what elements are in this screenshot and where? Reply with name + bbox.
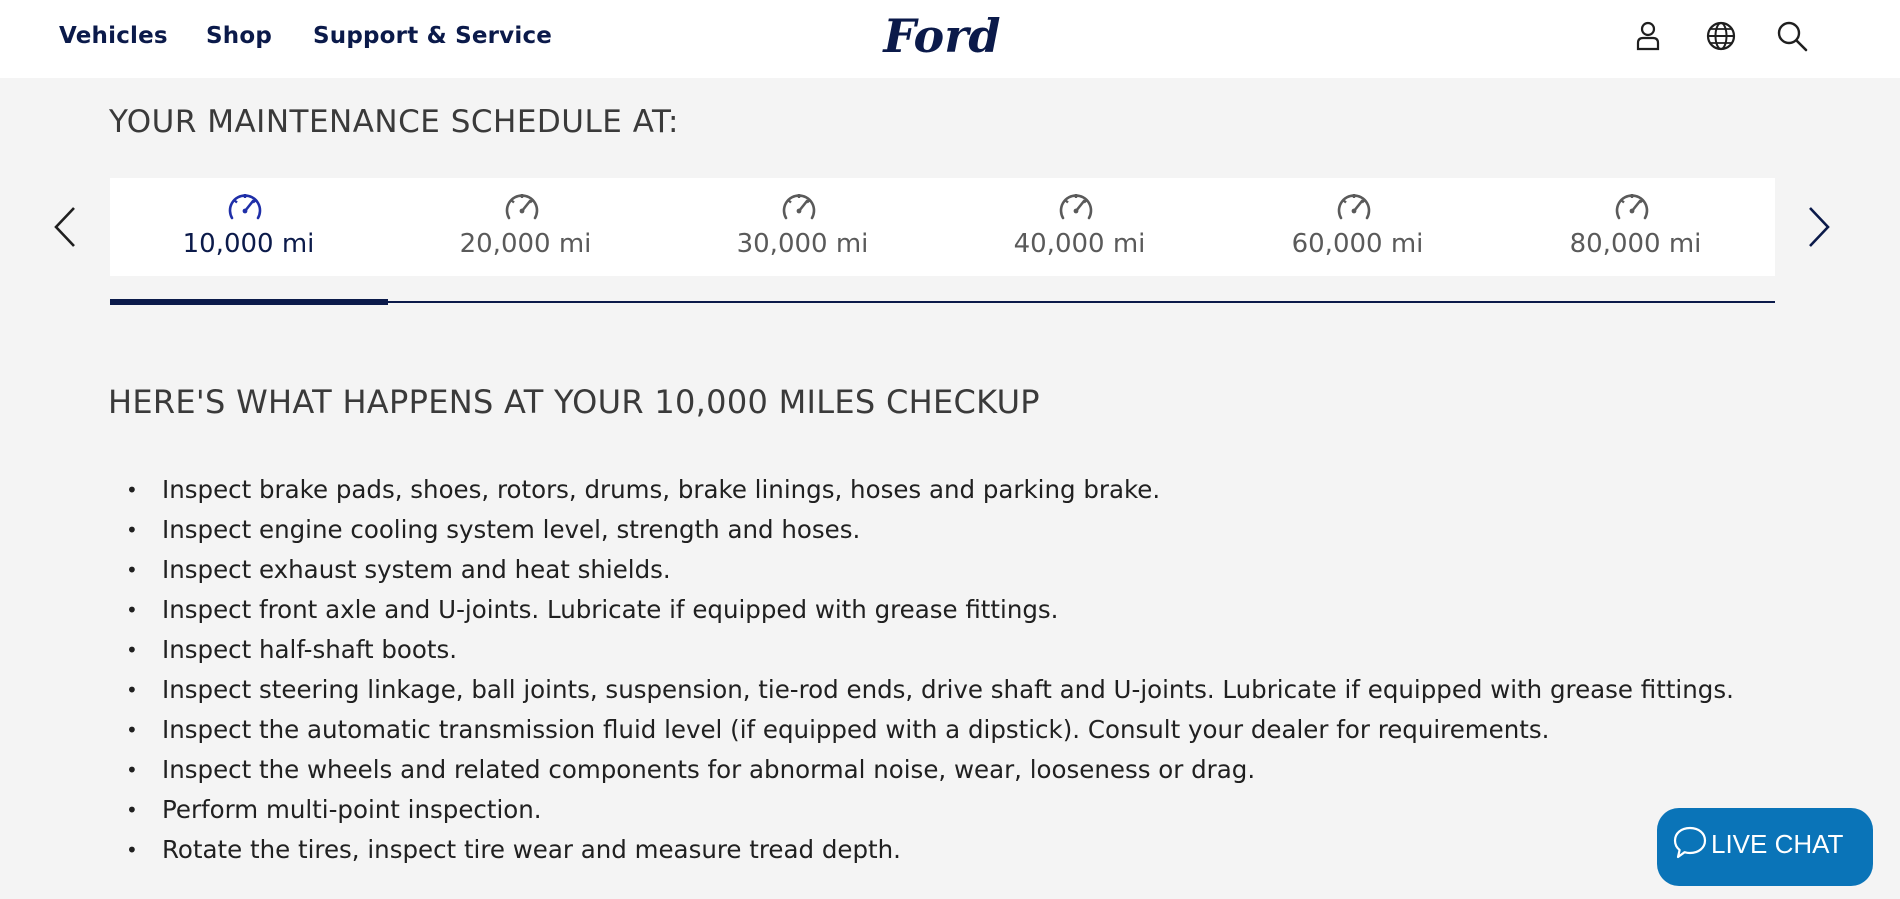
list-item <box>124 630 1764 670</box>
speedometer-icon <box>1335 188 1373 224</box>
user-icon[interactable] <box>1630 18 1666 54</box>
live-chat-button[interactable] <box>1657 808 1873 886</box>
list-item <box>124 790 1764 830</box>
chevron-left-icon <box>56 208 74 246</box>
live-chat-label: LIVE CHAT <box>1711 829 1844 859</box>
tab-label: 20,000 mi <box>459 229 592 259</box>
tab-30000-mi[interactable] <box>664 178 941 276</box>
chevron-right-icon <box>1810 208 1828 246</box>
task-text: Rotate the tires, inspect tire wear and measure tread depth. <box>162 835 901 864</box>
tab-20000-mi[interactable] <box>387 178 664 276</box>
speedometer-icon <box>780 188 818 224</box>
bullet: • <box>126 518 138 542</box>
bullet: • <box>126 798 138 822</box>
tab-10000-mi[interactable] <box>110 178 387 276</box>
carousel-next-button[interactable] <box>1800 204 1836 250</box>
tab-40000-mi[interactable] <box>941 178 1218 276</box>
speedometer-icon <box>503 188 541 224</box>
site-header <box>0 0 1900 78</box>
task-text: Perform multi-point inspection. <box>162 795 542 824</box>
search-icon[interactable] <box>1774 18 1810 54</box>
bullet: • <box>126 478 138 502</box>
bullet: • <box>126 558 138 582</box>
bullet: • <box>126 758 138 782</box>
speedometer-icon <box>1057 188 1095 224</box>
task-text: Inspect half-shaft boots. <box>162 635 458 664</box>
tab-label: 40,000 mi <box>1013 229 1146 259</box>
task-text: Inspect brake pads, shoes, rotors, drums, brake linings, hoses and parking brake. <box>162 475 1161 504</box>
list-item <box>124 670 1764 710</box>
list-item <box>124 710 1764 750</box>
chat-bubble-icon <box>1672 824 1708 860</box>
tab-60000-mi[interactable] <box>1219 178 1496 276</box>
tab-label: 60,000 mi <box>1291 229 1424 259</box>
task-text: Inspect the wheels and related components for abnormal noise, wear, looseness or drag. <box>162 755 1256 784</box>
list-item <box>124 550 1764 590</box>
globe-icon[interactable] <box>1703 18 1739 54</box>
speedometer-icon <box>1613 188 1651 224</box>
mileage-tabs <box>110 178 1775 276</box>
carousel-active-indicator <box>110 299 388 305</box>
checkup-title: HERE'S WHAT HAPPENS AT YOUR 10,000 MILES CHECKUP <box>108 383 1040 421</box>
nav-shop[interactable]: Shop <box>206 23 273 49</box>
tab-80000-mi[interactable] <box>1497 178 1774 276</box>
bullet: • <box>126 718 138 742</box>
tab-label: 30,000 mi <box>736 229 869 259</box>
speedometer-icon <box>226 188 264 224</box>
tab-label: 80,000 mi <box>1569 229 1702 259</box>
list-item <box>124 750 1764 790</box>
task-text: Inspect engine cooling system level, strength and hoses. <box>162 515 861 544</box>
bullet: • <box>126 638 138 662</box>
ford-logo[interactable] <box>875 8 1009 66</box>
list-item <box>124 590 1764 630</box>
list-item <box>124 830 1764 870</box>
bullet: • <box>126 598 138 622</box>
ford-logo-text: Ford <box>883 9 1001 63</box>
bullet: • <box>126 678 138 702</box>
schedule-title: YOUR MAINTENANCE SCHEDULE AT: <box>109 104 679 140</box>
task-text: Inspect the automatic transmission fluid level (if equipped with a dipstick). Consult your dealer for requirements. <box>162 715 1550 744</box>
list-item <box>124 510 1764 550</box>
carousel-prev-button[interactable] <box>48 204 84 250</box>
bullet: • <box>126 838 138 862</box>
tab-label: 10,000 mi <box>182 229 315 259</box>
task-text: Inspect exhaust system and heat shields. <box>162 555 671 584</box>
task-text: Inspect steering linkage, ball joints, suspension, tie-rod ends, drive shaft and U-joints. Lubricate if equipped with grease fittings. <box>162 675 1734 704</box>
checkup-task-list <box>124 470 1764 870</box>
nav-support-service[interactable]: Support & Service <box>313 23 553 49</box>
task-text: Inspect front axle and U-joints. Lubricate if equipped with grease fittings. <box>162 595 1059 624</box>
nav-vehicles[interactable]: Vehicles <box>59 23 168 49</box>
list-item <box>124 470 1764 510</box>
